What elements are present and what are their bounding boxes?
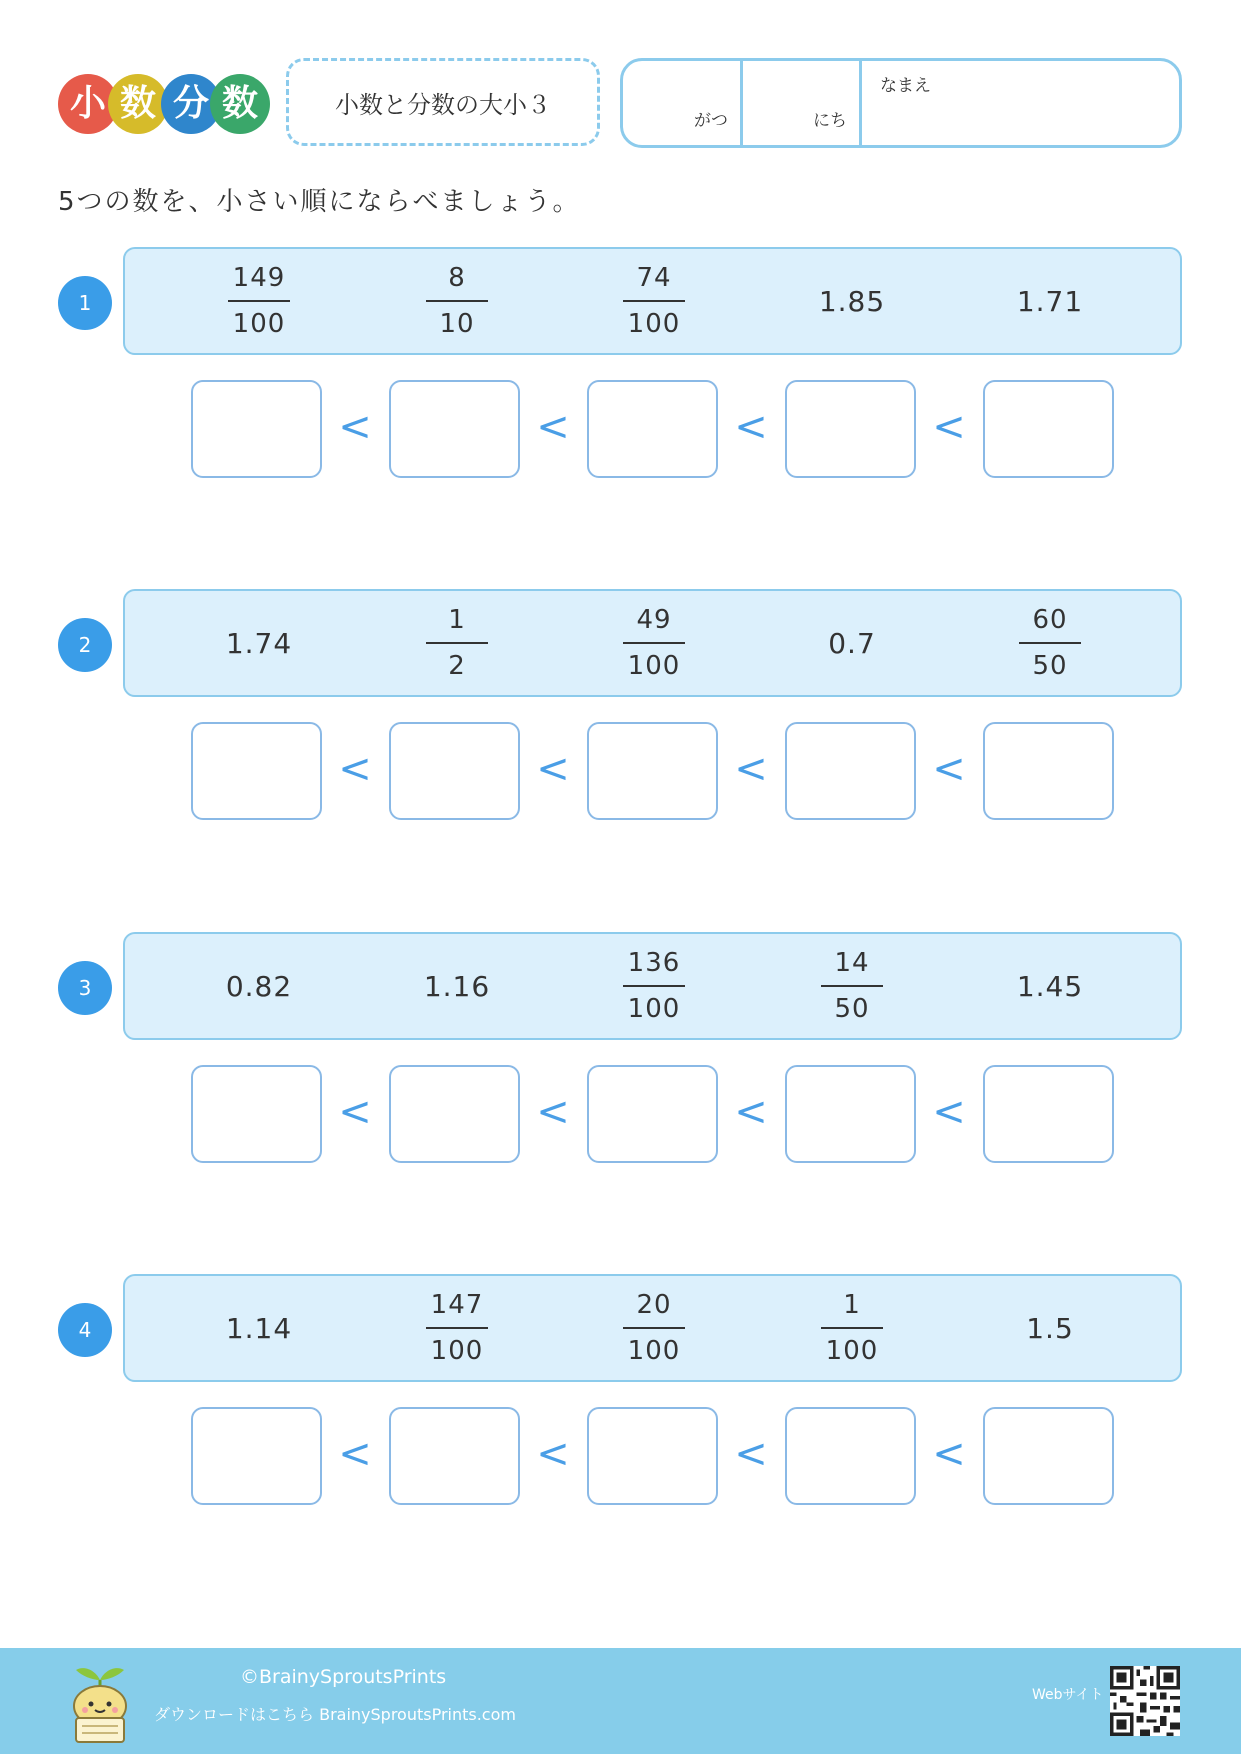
decimal-number: 1.74 bbox=[225, 626, 293, 660]
problem bbox=[0, 1274, 1241, 1514]
name-label: なまえ bbox=[880, 76, 931, 96]
fraction-bar bbox=[821, 985, 883, 987]
fraction bbox=[579, 249, 729, 353]
answer-row bbox=[0, 722, 1241, 822]
logo-char: 分 bbox=[161, 74, 221, 134]
answer-box[interactable] bbox=[983, 1065, 1114, 1163]
denominator: 100 bbox=[232, 309, 286, 339]
problem-number-badge: 4 bbox=[58, 1303, 112, 1357]
instruction-text: 5つの数を、小さい順にならべましょう。 bbox=[58, 187, 581, 217]
answer-box[interactable] bbox=[983, 1407, 1114, 1505]
less-than-sign: < bbox=[734, 1431, 768, 1477]
answer-box[interactable] bbox=[587, 1065, 718, 1163]
less-than-sign: < bbox=[932, 1089, 966, 1135]
day-field[interactable] bbox=[743, 61, 862, 145]
qr-code-icon[interactable] bbox=[1110, 1666, 1180, 1736]
month-label: がつ bbox=[694, 111, 728, 131]
numerator: 20 bbox=[636, 1290, 672, 1320]
date-name-box bbox=[620, 58, 1182, 148]
numerator: 1 bbox=[843, 1290, 861, 1320]
decimal-number: 1.71 bbox=[1016, 284, 1084, 318]
answer-row bbox=[0, 1407, 1241, 1507]
fraction bbox=[579, 934, 729, 1038]
fraction-stack bbox=[1019, 601, 1081, 685]
numerator: 60 bbox=[1032, 605, 1068, 635]
month-field[interactable] bbox=[623, 61, 743, 145]
less-than-sign: < bbox=[932, 404, 966, 450]
answer-box[interactable] bbox=[785, 722, 916, 820]
answer-box[interactable] bbox=[389, 722, 520, 820]
answer-box[interactable] bbox=[587, 380, 718, 478]
logo-char: 数 bbox=[108, 74, 168, 134]
less-than-sign: < bbox=[536, 1431, 570, 1477]
answer-box[interactable] bbox=[785, 1065, 916, 1163]
problem bbox=[0, 589, 1241, 829]
denominator: 100 bbox=[627, 651, 681, 681]
answer-box[interactable] bbox=[389, 380, 520, 478]
denominator: 2 bbox=[448, 651, 466, 681]
less-than-sign: < bbox=[734, 746, 768, 792]
numerator: 74 bbox=[636, 263, 672, 293]
less-than-sign: < bbox=[734, 404, 768, 450]
less-than-sign: < bbox=[932, 746, 966, 792]
fraction bbox=[777, 934, 927, 1038]
less-than-sign: < bbox=[734, 1089, 768, 1135]
fraction-bar bbox=[623, 642, 685, 644]
answer-box[interactable] bbox=[191, 1407, 322, 1505]
fraction bbox=[382, 249, 532, 353]
answer-box[interactable] bbox=[191, 380, 322, 478]
problem bbox=[0, 932, 1241, 1172]
numbers-band bbox=[123, 1274, 1182, 1382]
day-label: にち bbox=[813, 111, 847, 131]
fraction bbox=[975, 591, 1125, 695]
logo-char: 数 bbox=[210, 74, 270, 134]
logo-char: 小 bbox=[58, 74, 118, 134]
decimal-number: 0.82 bbox=[225, 969, 293, 1003]
denominator: 100 bbox=[627, 309, 681, 339]
decimal-number: 1.14 bbox=[225, 1311, 293, 1345]
numerator: 136 bbox=[627, 948, 681, 978]
fraction-stack bbox=[623, 259, 685, 343]
fraction-stack bbox=[821, 1286, 883, 1370]
fraction-bar bbox=[821, 1327, 883, 1329]
answer-box[interactable] bbox=[983, 380, 1114, 478]
less-than-sign: < bbox=[536, 746, 570, 792]
numerator: 14 bbox=[834, 948, 870, 978]
fraction bbox=[579, 591, 729, 695]
problem-number-badge: 1 bbox=[58, 276, 112, 330]
sprout-mascot-icon bbox=[68, 1658, 132, 1744]
numerator: 49 bbox=[636, 605, 672, 635]
answer-box[interactable] bbox=[587, 1407, 718, 1505]
answer-box[interactable] bbox=[785, 380, 916, 478]
fraction-bar bbox=[228, 300, 290, 302]
fraction-bar bbox=[426, 300, 488, 302]
fraction-bar bbox=[623, 1327, 685, 1329]
decimal-number: 1.45 bbox=[1016, 969, 1084, 1003]
answer-row bbox=[0, 380, 1241, 480]
fraction-stack bbox=[623, 1286, 685, 1370]
fraction-stack bbox=[426, 601, 488, 685]
download-link[interactable]: ダウンロードはこちら BrainySproutsPrints.com bbox=[154, 1705, 516, 1724]
less-than-sign: < bbox=[338, 1431, 372, 1477]
decimal-number: 1.5 bbox=[1026, 1311, 1074, 1345]
numerator: 1 bbox=[448, 605, 466, 635]
answer-box[interactable] bbox=[785, 1407, 916, 1505]
fraction bbox=[382, 1276, 532, 1380]
logo bbox=[58, 74, 270, 134]
fraction bbox=[777, 1276, 927, 1380]
worksheet-title-text: 小数と分数の大小３ bbox=[335, 90, 551, 119]
copyright-text: ©BrainySproutsPrints bbox=[240, 1666, 447, 1688]
answer-box[interactable] bbox=[191, 1065, 322, 1163]
problem bbox=[0, 247, 1241, 487]
fraction-stack bbox=[228, 259, 290, 343]
fraction-bar bbox=[426, 1327, 488, 1329]
numbers-band bbox=[123, 932, 1182, 1040]
answer-box[interactable] bbox=[983, 722, 1114, 820]
fraction-bar bbox=[623, 985, 685, 987]
fraction-bar bbox=[426, 642, 488, 644]
numbers-band bbox=[123, 247, 1182, 355]
numbers-band bbox=[123, 589, 1182, 697]
footer bbox=[0, 1648, 1241, 1754]
worksheet-title bbox=[286, 58, 600, 146]
fraction bbox=[382, 591, 532, 695]
numerator: 8 bbox=[448, 263, 466, 293]
problem-number-badge: 3 bbox=[58, 961, 112, 1015]
fraction bbox=[579, 1276, 729, 1380]
decimal-number: 1.16 bbox=[423, 969, 491, 1003]
fraction-stack bbox=[426, 259, 488, 343]
fraction bbox=[184, 249, 334, 353]
denominator: 10 bbox=[439, 309, 475, 339]
less-than-sign: < bbox=[338, 746, 372, 792]
denominator: 100 bbox=[627, 1336, 681, 1366]
fraction-stack bbox=[821, 944, 883, 1028]
problem-number-badge: 2 bbox=[58, 618, 112, 672]
decimal-number: 0.7 bbox=[828, 626, 876, 660]
less-than-sign: < bbox=[338, 404, 372, 450]
fraction-bar bbox=[1019, 642, 1081, 644]
denominator: 100 bbox=[430, 1336, 484, 1366]
denominator: 50 bbox=[834, 994, 870, 1024]
web-label: Webサイト bbox=[1032, 1687, 1104, 1703]
denominator: 50 bbox=[1032, 651, 1068, 681]
fraction-stack bbox=[426, 1286, 488, 1370]
answer-box[interactable] bbox=[389, 1407, 520, 1505]
less-than-sign: < bbox=[932, 1431, 966, 1477]
fraction-stack bbox=[623, 944, 685, 1028]
fraction-bar bbox=[623, 300, 685, 302]
answer-box[interactable] bbox=[191, 722, 322, 820]
decimal-number: 1.85 bbox=[818, 284, 886, 318]
denominator: 100 bbox=[825, 1336, 879, 1366]
numerator: 147 bbox=[430, 1290, 484, 1320]
numerator: 149 bbox=[232, 263, 286, 293]
answer-box[interactable] bbox=[587, 722, 718, 820]
fraction-stack bbox=[623, 601, 685, 685]
less-than-sign: < bbox=[536, 1089, 570, 1135]
name-field[interactable] bbox=[862, 61, 1179, 145]
answer-row bbox=[0, 1065, 1241, 1165]
less-than-sign: < bbox=[338, 1089, 372, 1135]
denominator: 100 bbox=[627, 994, 681, 1024]
answer-box[interactable] bbox=[389, 1065, 520, 1163]
less-than-sign: < bbox=[536, 404, 570, 450]
